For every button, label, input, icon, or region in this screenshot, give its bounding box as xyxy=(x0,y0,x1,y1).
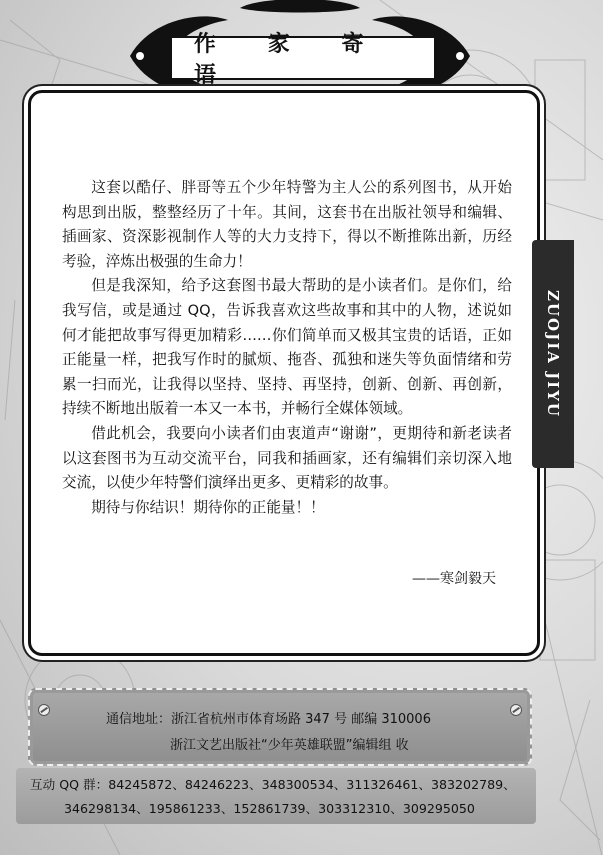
author-signature: ——寒剑毅天 xyxy=(412,571,496,587)
side-tab-label: ZUOJIA JIYU xyxy=(544,290,563,418)
screw-icon xyxy=(38,704,50,716)
paragraph-2: 但是我深知，给予这套图书最大帮助的是小读者们。是你们，给我写信，或是通过 QQ，告诉我喜欢这些故事和其中的人物，述说如何才能把故事写得更加精彩……你们简单而又极其宝贵的话语，正如正能量一样，把我写作时的腻烦、拖沓、孤独和迷失等负面情绪和劳累一扫而光，让我得以坚持、坚持、再坚持，创新、创新、再创新，持续不断地出版着一本又一本书，并畅行全媒体领域。 xyxy=(62,277,512,418)
publisher-recipient: 浙江文艺出版社“少年英雄联盟”编辑组 收 xyxy=(170,738,409,753)
paragraph-4: 期待与你结识！期待你的正能量！！ xyxy=(91,498,325,516)
qq-groups-line-2: 346298134、195861233、152861739、303312310、309295050 xyxy=(64,801,475,816)
paragraph-3: 借此机会，我要向小读者们由衷道声“谢谢”，更期待和新老读者以这套图书为互动交流平台，同我和插画家，还有编辑们亲切深入地交流，以使少年特警们演绎出更多、更精彩的故事。 xyxy=(62,424,512,492)
mailing-address: 通信地址：浙江省杭州市体育场路 347 号 邮编 310006 xyxy=(106,712,431,727)
screw-icon xyxy=(510,704,522,716)
qq-groups-band xyxy=(16,768,536,824)
message-body xyxy=(62,176,512,520)
title-plate xyxy=(170,32,436,88)
qq-groups-line-1: 互动 QQ 群：84245872、84246223、348300534、311326461、383202789、 xyxy=(30,777,516,792)
paragraph-1: 这套以酷仔、胖哥等五个少年特警为主人公的系列图书，从开始构思到出版，整整经历了十年。其间，这套书在出版社领导和编辑、插画家、资深影视制作人等的大力支持下，得以不断推陈出新，历经考验，淬炼出极强的生命力！ xyxy=(62,179,512,270)
side-tab xyxy=(532,240,574,468)
page-title: 作 家 寄 语 xyxy=(194,32,386,88)
contact-info-band xyxy=(28,688,532,766)
